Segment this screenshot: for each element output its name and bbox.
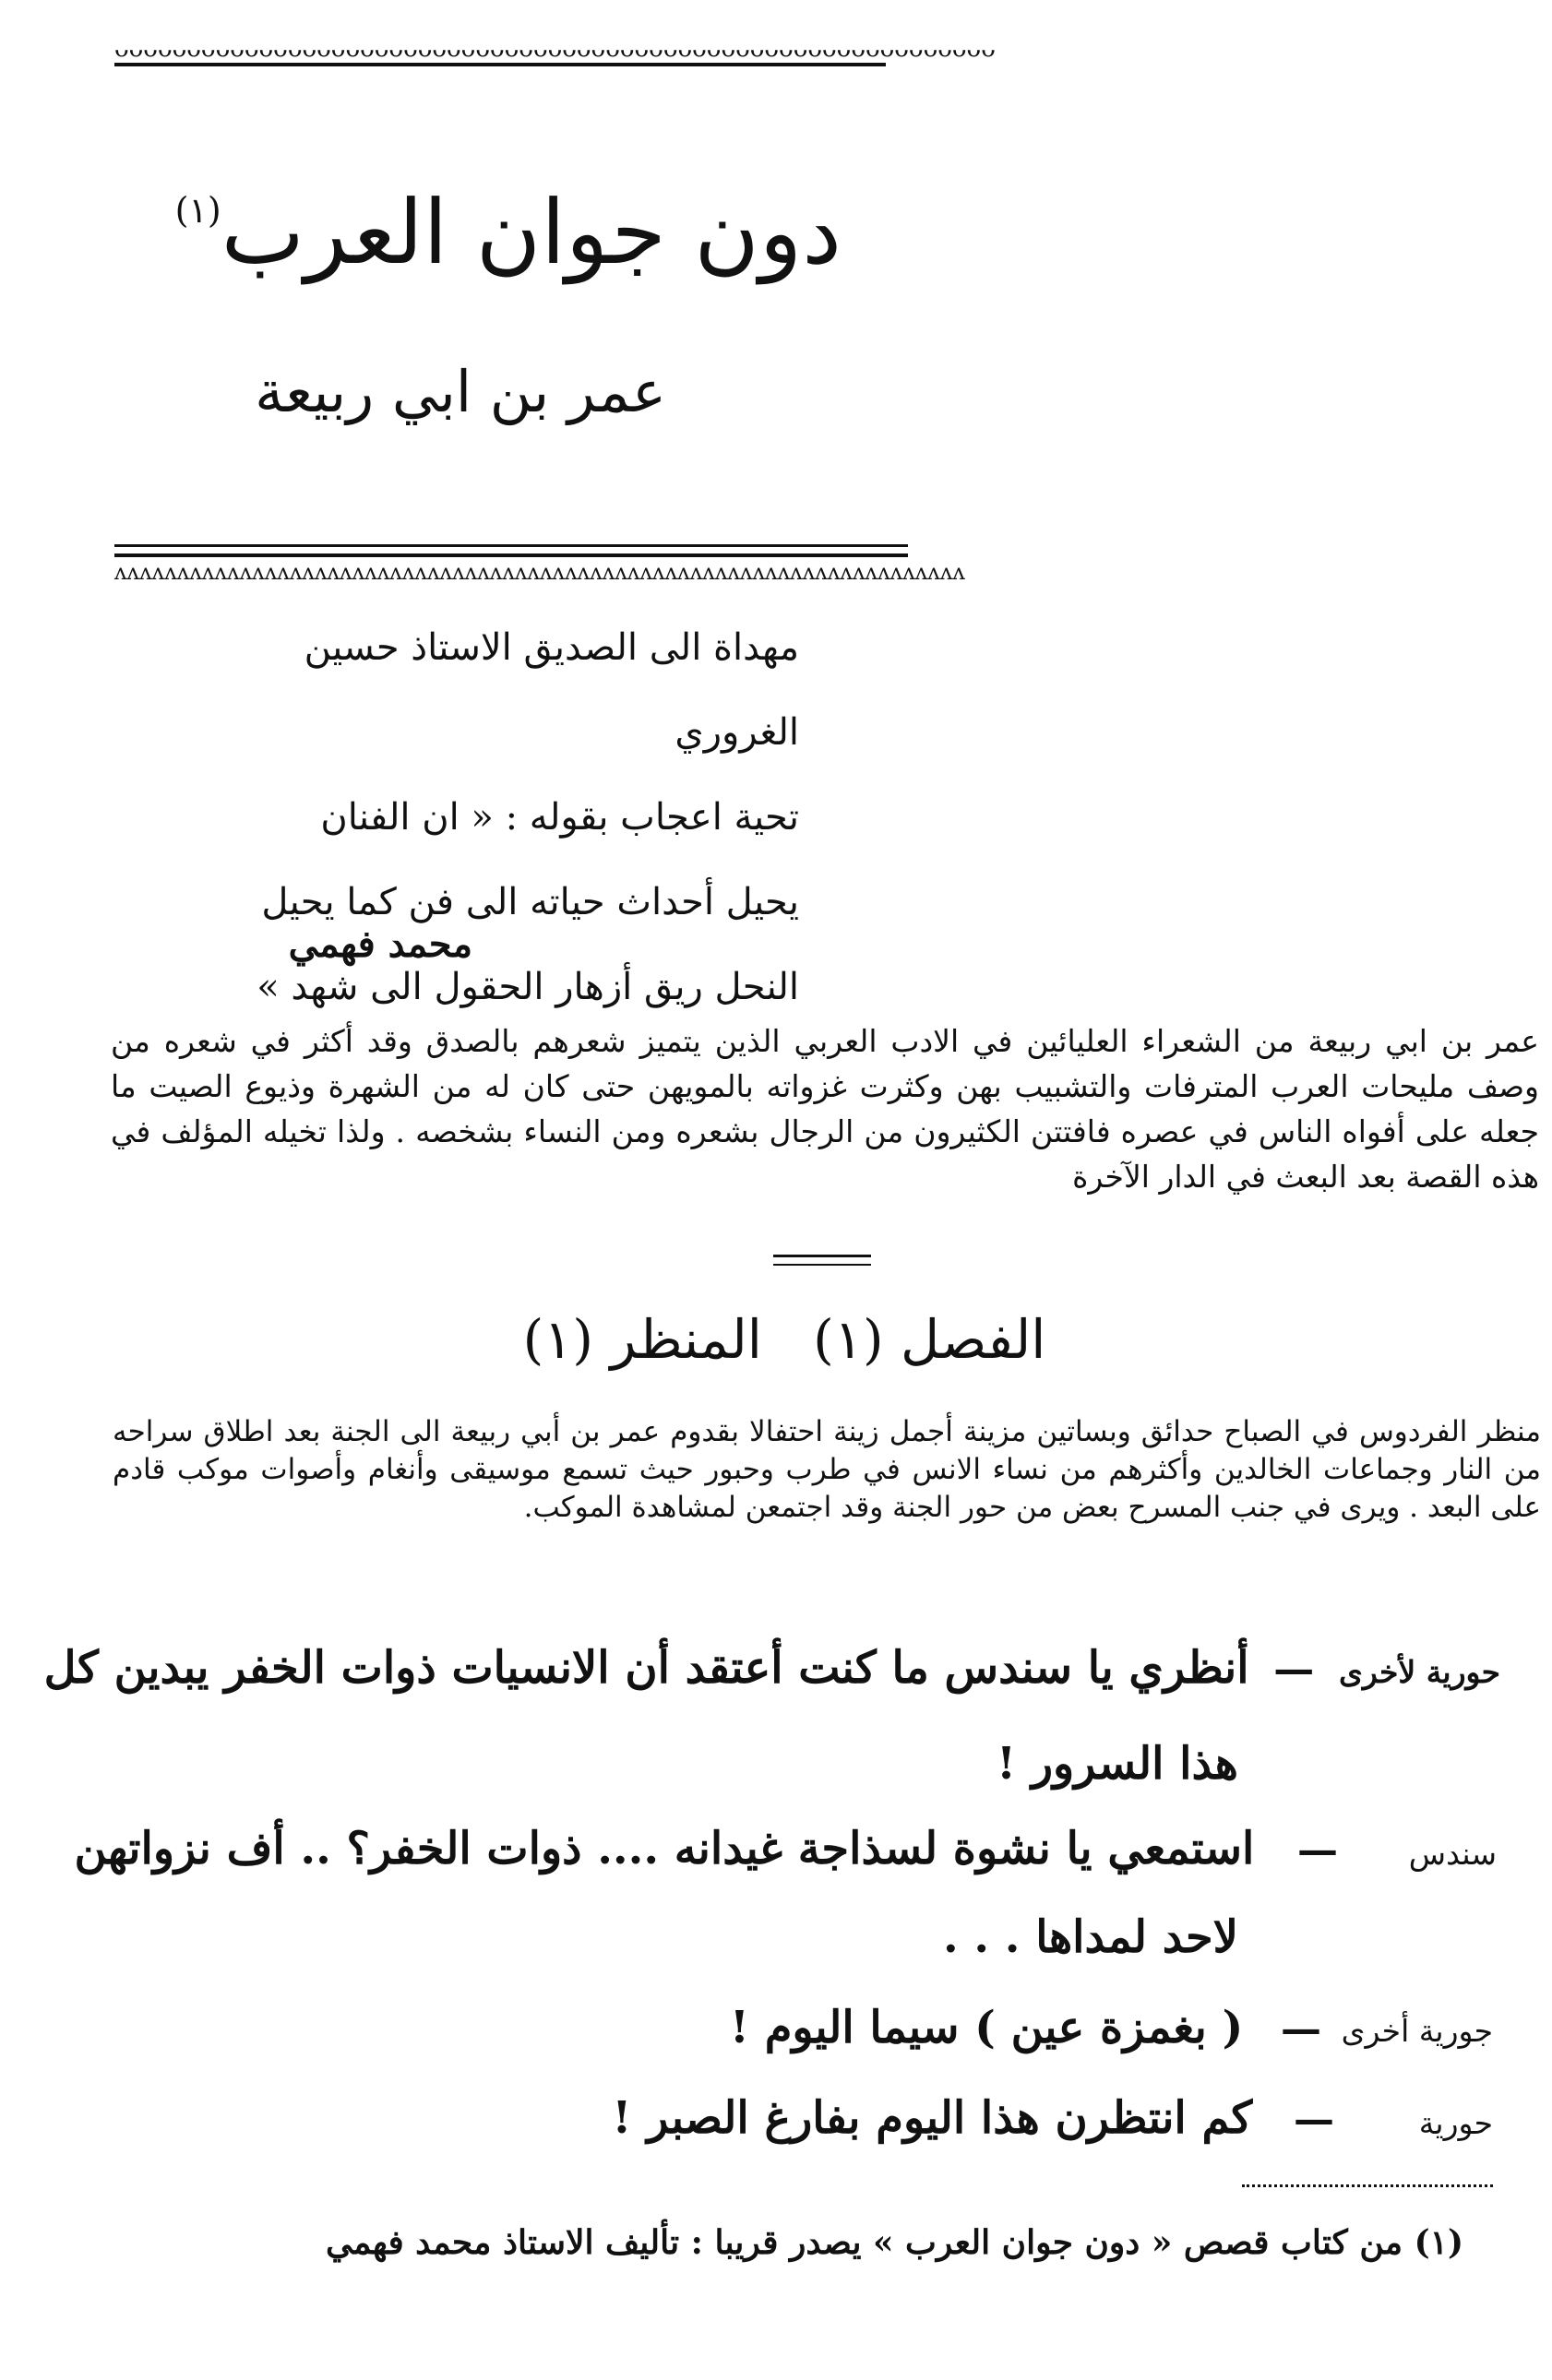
chapter-separator-rule-2 bbox=[773, 1264, 871, 1266]
dialogue-continuation: لاحد لمداها . . . bbox=[942, 1911, 1238, 1963]
dialogue-dash: — bbox=[1294, 2096, 1334, 2143]
dialogue-speaker: حورية bbox=[1418, 2105, 1493, 2141]
article-author: عمر بن ابي ربيعة bbox=[255, 358, 666, 425]
section-rule-thin bbox=[114, 544, 908, 547]
dialogue-speaker: حورية لأخرى bbox=[1338, 1654, 1500, 1690]
dialogue-text: ( بغمزة عين ) سيما اليوم ! bbox=[729, 2002, 1244, 2053]
dialogue-line bbox=[44, 1642, 1500, 1694]
chapter-separator-rule bbox=[773, 1255, 871, 1257]
dedication-line: النحل ريق أزهار الحقول الى شهد » bbox=[257, 966, 799, 1008]
dialogue-dash: — bbox=[1297, 1827, 1338, 1874]
dialogue-dash: — bbox=[1273, 1646, 1315, 1693]
dedication-signature: محمد فهمي bbox=[288, 922, 472, 966]
footnote: (١) من كتاب قصص « دون جوان العرب » يصدر قريبا : تأليف الاستاذ محمد فهمي bbox=[326, 2223, 1463, 2262]
dedication-line: يحيل أحداث حياته الى فن كما يحيل bbox=[261, 881, 799, 923]
dialogue-speaker: جورية أخرى bbox=[1341, 2013, 1493, 2049]
footnote-separator bbox=[1242, 2184, 1493, 2187]
article-title-text: دون جوان العرب bbox=[221, 181, 842, 284]
dialogue-text: أنظري يا سندس ما كنت أعتقد أن الانسيات ذوات الخفر يبدين كل bbox=[43, 1642, 1249, 1694]
intro-paragraph: عمر بن ابي ربيعة من الشعراء العليائين في الادب العربي الذين يتميز شعرهم بالصدق وقد أكثر في شعره من وصف مليحات العرب المترفات والتشبيب بهن وكثرت غزواته بالمويهن حتى كان له من الشهرة وذيوع الصيت ما جعله على أفواه الناس في عصره فافتتن الكثيرون من الرجال بشعره ومن النساء بشخصه . ولذا تخيله المؤلف في هذه القصة بعد البعث في الدار الآخرة bbox=[111, 1023, 1539, 1195]
dialogue-text: كم انتظرن هذا اليوم بفارغ الصبر ! bbox=[612, 2092, 1253, 2144]
dialogue-line bbox=[75, 1823, 1339, 1874]
dialogue-text: استمعي يا نشوة لسذاجة غيدانه .... ذوات الخفر؟ .. أف نزواتهن bbox=[74, 1823, 1255, 1874]
dialogue-speaker: سندس bbox=[1408, 1836, 1497, 1872]
dialogue-dash: — bbox=[1281, 2005, 1321, 2053]
top-ornament-border: ᴗᴗᴗᴗᴗᴗᴗᴗᴗᴗᴗᴗᴗᴗᴗᴗᴗᴗᴗᴗᴗᴗᴗᴗᴗᴗᴗᴗᴗᴗᴗᴗᴗᴗᴗᴗᴗᴗᴗᴗᴗᴗᴗᴗᴗᴗᴗᴗᴗᴗᴗᴗᴗᴗᴗᴗᴗᴗᴗᴗᴗ bbox=[114, 35, 996, 63]
dialogue-continuation: هذا السرور ! bbox=[997, 1738, 1238, 1790]
title-footnote-marker: (١) bbox=[174, 190, 221, 231]
dedication-line: مهداة الى الصديق الاستاذ حسين الغروري bbox=[304, 626, 799, 754]
dedication-block bbox=[218, 605, 799, 1029]
dialogue-line bbox=[612, 2092, 1334, 2144]
section-ornament-border: ᴧᴧᴧᴧᴧᴧᴧᴧᴧᴧᴧᴧᴧᴧᴧᴧᴧᴧᴧᴧᴧᴧᴧᴧᴧᴧᴧᴧᴧᴧᴧᴧᴧᴧᴧᴧᴧᴧᴧᴧᴧᴧᴧᴧᴧᴧᴧᴧᴧᴧᴧᴧᴧᴧᴧᴧᴧᴧᴧᴧᴧᴧᴧᴧᴧᴧᴧᴧ bbox=[114, 559, 965, 585]
section-rule-thick bbox=[114, 553, 908, 557]
dialogue-line bbox=[730, 2002, 1321, 2053]
stage-direction: منظر الفردوس في الصباح حدائق وبساتين مزينة أجمل زينة احتفالا بقدوم عمر بن أبي ربيعة الى الجنة بعد اطلاق سراحه من النار وجماعات الخالدين وأكثرهم من نساء الانس في طرب وحبور حيث تسمع موسيقى وأنغام وأصوات موكب قادم على البعد . ويرى في جنب المسرح بعض من حور الجنة وقد اجتمعن لمشاهدة الموكب. bbox=[113, 1415, 1541, 1524]
article-title bbox=[175, 181, 842, 284]
top-ornament-rule bbox=[114, 63, 886, 66]
chapter-heading: الفصل (١) المنظر (١) bbox=[522, 1308, 1046, 1371]
dedication-line: تحية اعجاب بقوله : « ان الفنان bbox=[320, 796, 799, 839]
